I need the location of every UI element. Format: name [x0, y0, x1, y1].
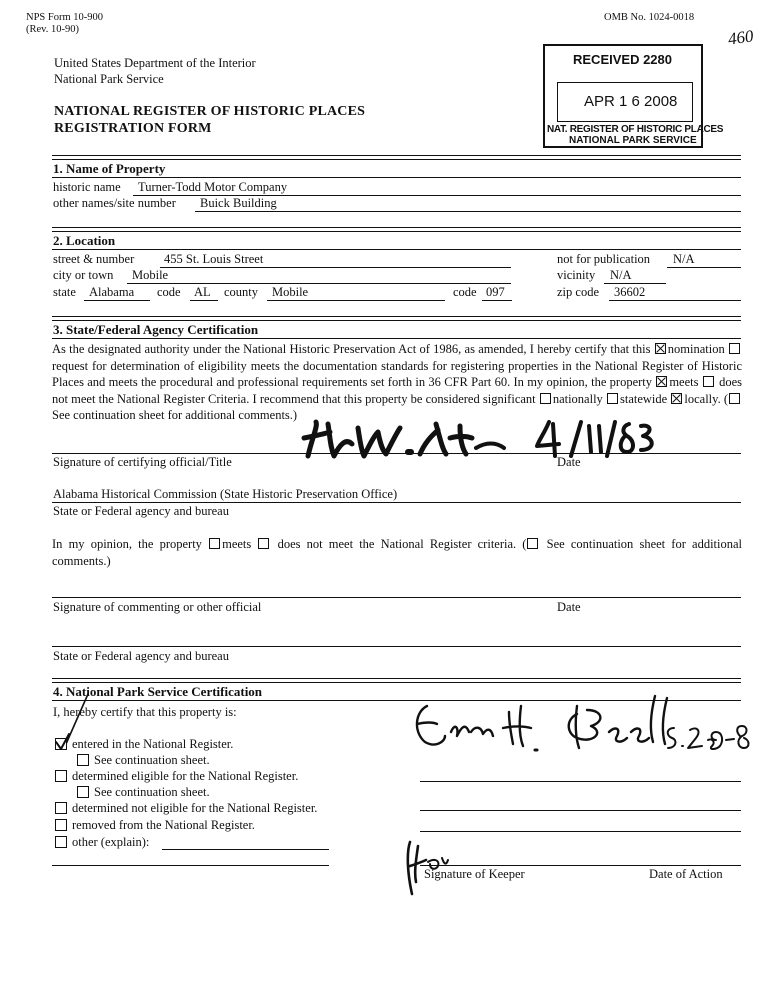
- cert-text-nationally: nationally: [552, 391, 603, 406]
- section3-heading: 3. State/Federal Agency Certification: [53, 322, 259, 337]
- stamp-received-text: RECEIVED 2280: [573, 52, 672, 67]
- agency-line: [52, 502, 741, 503]
- other-label: other (explain):: [72, 835, 150, 849]
- cert-text-meets: meets: [669, 375, 699, 389]
- not-for-publication-label: not for publication: [557, 252, 651, 266]
- request-checkbox[interactable]: [729, 343, 740, 354]
- zip-value[interactable]: 36602: [614, 285, 646, 299]
- keeper-date-handwritten: [664, 720, 754, 756]
- continuation-label-3: See continuation sheet.: [94, 753, 210, 767]
- other-names-label: other names/site number: [53, 196, 176, 210]
- county-label: county: [224, 285, 259, 299]
- county-code-label: code: [453, 285, 477, 299]
- cert-text-locally: locally. (: [684, 391, 729, 406]
- nomination-checkbox[interactable]: [655, 343, 666, 354]
- county-code-line: [482, 300, 512, 301]
- eligible-label: determined eligible for the National Register.: [72, 769, 299, 783]
- locally-checkbox[interactable]: [671, 393, 682, 404]
- keeper-line-2: [420, 810, 741, 811]
- historic-name-value[interactable]: Turner-Todd Motor Company: [138, 180, 288, 194]
- agency2-line: [52, 646, 741, 647]
- county-value[interactable]: Mobile: [272, 285, 309, 299]
- cert-signature-label: Signature of certifying official/Title: [53, 455, 232, 469]
- city-line: [127, 283, 511, 284]
- section2-heading: 2. Location: [53, 233, 116, 248]
- comment-date-label: Date: [557, 600, 581, 614]
- section2-top-rule: [52, 227, 741, 232]
- cert-text-c: request for determination of eligibility meets the documentation standards for registering properties in the National Register of Historic Places and meets the procedural and professional requirements set forth in 36 CFR Part 60. In my opinion, the property: [52, 358, 742, 389]
- cert-text-a: As the designated authority under the National Historic Preservation Act of 1986, as amended, I hereby certify that this: [52, 342, 651, 356]
- vicinity-line: [604, 283, 666, 284]
- nps-intro: I, hereby certify that this property is:: [53, 705, 237, 719]
- state-label: state: [53, 285, 76, 299]
- department-name: United States Department of the Interior: [54, 56, 256, 70]
- keeper-signature-line: [420, 865, 741, 866]
- form-number: NPS Form 10-900: [26, 12, 104, 23]
- stamp-date-box: [557, 82, 693, 122]
- historic-name-label: historic name: [53, 180, 121, 194]
- stamp-line2: NATIONAL PARK SERVICE: [569, 135, 697, 146]
- opinion-paragraph: [52, 536, 742, 569]
- agency-value[interactable]: Alabama Historical Commission (State Historic Preservation Office): [53, 487, 398, 501]
- state-line: [84, 300, 150, 301]
- city-label: city or town: [53, 268, 114, 282]
- entered-label: entered in the National Register.: [72, 737, 234, 751]
- opinion-meets-checkbox[interactable]: [209, 538, 220, 549]
- does-not-meet-checkbox[interactable]: [703, 376, 714, 387]
- statewide-checkbox[interactable]: [607, 393, 618, 404]
- cert-text-statewide: statewide: [619, 391, 668, 406]
- section1-heading: 1. Name of Property: [53, 161, 166, 176]
- other-explain-line[interactable]: [162, 849, 329, 850]
- nationally-checkbox[interactable]: [540, 393, 551, 404]
- opinion-text-d: See continuation sheet for additional comments.): [52, 537, 743, 568]
- zip-label: zip code: [557, 285, 599, 299]
- section1-heading-rule: [52, 177, 741, 178]
- agency2-label: State or Federal agency and bureau: [53, 649, 229, 663]
- vicinity-value[interactable]: N/A: [610, 268, 632, 282]
- continuation-checkbox-1[interactable]: [729, 393, 740, 404]
- opinion-text-a: In my opinion, the property: [52, 537, 202, 551]
- meets-checkbox[interactable]: [656, 376, 667, 387]
- other-checkbox[interactable]: [55, 836, 67, 848]
- other-explain-line-2[interactable]: [52, 865, 329, 866]
- keeper-line-1: [420, 781, 741, 782]
- not-eligible-checkbox[interactable]: [55, 802, 67, 814]
- section3-top-rule: [52, 316, 741, 321]
- county-code-value[interactable]: 097: [486, 285, 505, 299]
- cert-text-nomination: nomination: [667, 342, 725, 356]
- form-revision: (Rev. 10-90): [26, 24, 79, 35]
- section4-top-rule: [52, 678, 741, 683]
- section4-heading: 4. National Park Service Certification: [53, 684, 263, 699]
- street-label: street & number: [53, 252, 135, 266]
- cert-date-label: Date: [557, 455, 581, 469]
- service-name: National Park Service: [54, 72, 164, 86]
- date-of-action-label: Date of Action: [649, 867, 723, 881]
- opinion-text-meets: meets: [222, 537, 252, 551]
- zip-line: [609, 300, 741, 301]
- opinion-text-c: does not meet the National Register criteria. (: [277, 537, 527, 551]
- agency-label: State or Federal agency and bureau: [53, 504, 229, 518]
- nfp-line: [667, 267, 741, 268]
- continuation-checkbox-4[interactable]: [77, 786, 89, 798]
- removed-checkbox[interactable]: [55, 819, 67, 831]
- comment-signature-line: [52, 597, 741, 598]
- certification-paragraph: [52, 341, 742, 424]
- opinion-does-not-meet-checkbox[interactable]: [258, 538, 269, 549]
- form-title-line1: NATIONAL REGISTER OF HISTORIC PLACES: [54, 104, 366, 119]
- county-line: [267, 300, 445, 301]
- stamp-date: APR 1 6 2008: [584, 93, 678, 110]
- street-line: [160, 267, 511, 268]
- eligible-checkbox[interactable]: [55, 770, 67, 782]
- continuation-label-4: See continuation sheet.: [94, 785, 210, 799]
- continuation-checkbox-2[interactable]: [527, 538, 538, 549]
- state-code-value[interactable]: AL: [194, 285, 211, 299]
- other-names-line: [195, 211, 741, 212]
- keeper-line-3: [420, 831, 741, 832]
- city-value[interactable]: Mobile: [132, 268, 169, 282]
- section1-top-rule: [52, 155, 741, 160]
- stamp-line1: NAT. REGISTER OF HISTORIC PLACES: [547, 124, 724, 135]
- comment-signature-label: Signature of commenting or other official: [53, 600, 262, 614]
- keeper-signature-label: Signature of Keeper: [424, 867, 525, 881]
- cert-text-e: does not meet the National Register Criteria. I recommend that this property be considered significant: [52, 375, 742, 406]
- state-code-line: [190, 300, 218, 301]
- removed-label: removed from the National Register.: [72, 818, 255, 832]
- omb-number: OMB No. 1024-0018: [604, 12, 695, 23]
- certifying-date-handwritten: [535, 418, 665, 458]
- continuation-checkbox-3[interactable]: [77, 754, 89, 766]
- received-stamp: [543, 44, 724, 148]
- section2-heading-rule: [52, 249, 741, 250]
- form-title-line2: REGISTRATION FORM: [54, 121, 212, 136]
- cert-text-i: See continuation sheet for additional comments.): [52, 408, 298, 422]
- other-names-value[interactable]: Buick Building: [200, 196, 277, 210]
- street-value[interactable]: 455 St. Louis Street: [164, 252, 264, 266]
- cert-signature-line: [52, 453, 741, 454]
- state-value[interactable]: Alabama: [89, 285, 135, 299]
- not-for-publication-value[interactable]: N/A: [673, 252, 695, 266]
- state-code-label: code: [157, 285, 181, 299]
- checkmark-icon: [53, 732, 73, 752]
- not-eligible-label: determined not eligible for the National Register.: [72, 801, 318, 815]
- vicinity-label: vicinity: [557, 268, 596, 282]
- handwritten-reference-number: 460: [726, 26, 755, 49]
- section3-heading-rule: [52, 338, 741, 339]
